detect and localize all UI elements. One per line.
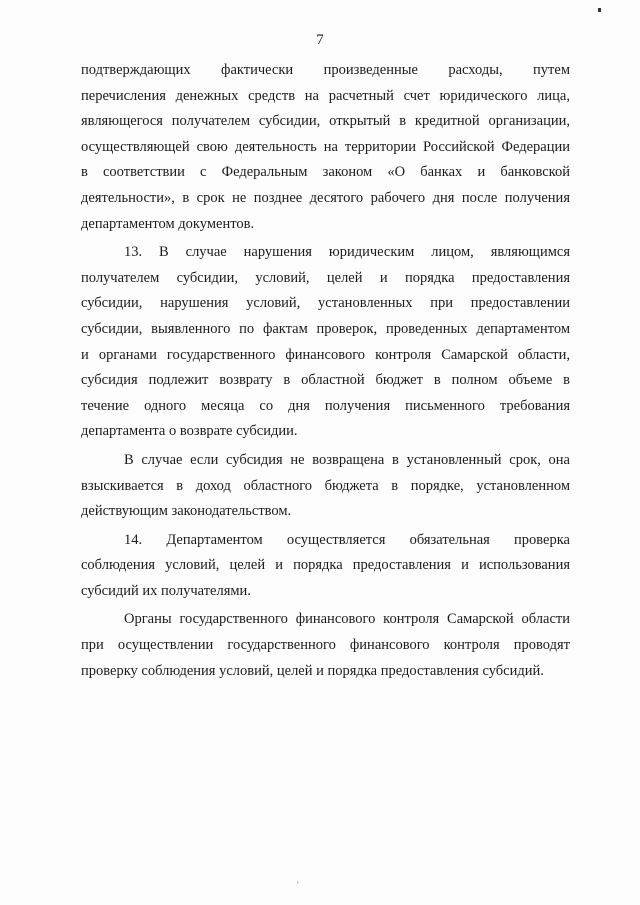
text-line: взыскивается в доход областного бюджета в порядке, установленном [81, 477, 570, 494]
text-line: субсидии, выявленного по фактам проверок, проведенных департаментом [81, 320, 570, 337]
text-line: соблюдения условий, целей и порядка предоставления и использования [81, 557, 570, 574]
text-line: перечисления денежных средств на расчетный счет юридического лица, [81, 87, 570, 104]
text-line: субсидий их получателями. [81, 582, 251, 599]
text-line: Органы государственного финансового контроля Самарской области [124, 611, 570, 628]
text-line: получателем субсидии, условий, целей и порядка предоставления [81, 269, 570, 286]
text-line: и органами государственного финансового контроля Самарской области, [81, 346, 570, 363]
paragraph [81, 528, 570, 605]
text-line: действующим законодательством. [81, 503, 292, 520]
document-body [81, 58, 570, 684]
paragraph [81, 607, 570, 684]
paragraph [81, 240, 570, 445]
paragraph [81, 58, 570, 237]
text-line: субсидия подлежит возврату в областной бюджет в полном объеме в [81, 372, 570, 389]
page-number: 7 [316, 32, 324, 48]
paragraph [81, 448, 570, 525]
text-line: течение одного месяца со дня получения письменного требования [81, 397, 570, 414]
text-line: подтверждающих фактически произведенные расходы, путем [81, 62, 570, 78]
text-line: при осуществлении государственного финансового контроля проводят [81, 637, 570, 654]
text-line: являющегося получателем субсидии, открытый в кредитной организации, [81, 113, 570, 130]
text-line: департамента о возврате субсидии. [81, 423, 298, 440]
text-line: деятельности», в срок не позднее десятого рабочего дня после получения [81, 189, 570, 206]
text-line: 14. Департаментом осуществляется обязательная проверка [124, 531, 570, 548]
text-line: субсидии, нарушения условий, установленных при предоставлении [81, 295, 570, 312]
text-line: проверку соблюдения условий, целей и порядка предоставления субсидий. [81, 662, 544, 679]
text-line: департаментом документов. [81, 215, 255, 232]
text-line: 13. В случае нарушения юридическим лицом, являющимся [124, 244, 570, 261]
scan-speck [598, 8, 601, 12]
text-line: осуществляющей свою деятельность на территории Российской Федерации [81, 138, 570, 155]
scan-mark: ˒ [296, 876, 300, 887]
text-line: в соответствии с Федеральным законом «О банках и банковской [81, 164, 570, 181]
text-line: В случае если субсидия не возвращена в установленный срок, она [124, 451, 570, 468]
